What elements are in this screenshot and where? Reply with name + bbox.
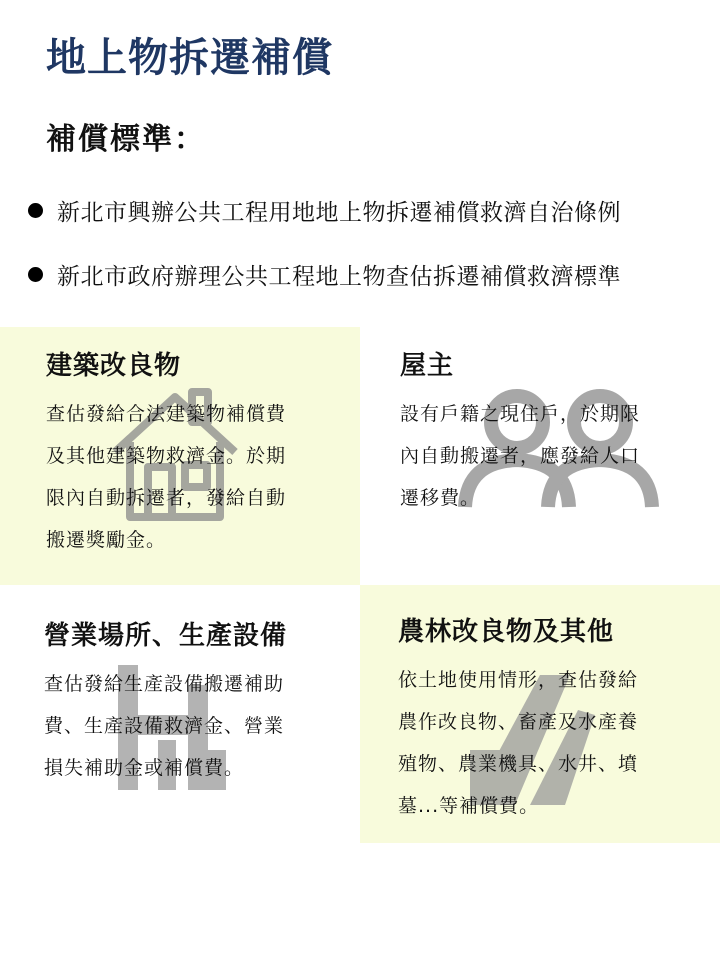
panel-heading: 營業場所、生產設備 bbox=[44, 621, 288, 651]
standards-list bbox=[28, 190, 621, 318]
description-line: 限內自動拆遷者，發給自動 bbox=[46, 487, 287, 509]
description-line: 損失補助金或補償費。 bbox=[44, 757, 245, 779]
standard-text: 新北市興辦公共工程用地地上物拆遷補償救濟自治條例 bbox=[57, 199, 621, 226]
description-line: 查估發給合法建築物補償費 bbox=[46, 403, 287, 425]
bullet-icon bbox=[28, 203, 43, 218]
description-line: 查估發給生產設備搬遷補助 bbox=[44, 673, 285, 695]
page-title: 地上物拆遷補償 bbox=[46, 35, 333, 81]
panel-building-improvements bbox=[0, 327, 360, 585]
list-item bbox=[28, 254, 621, 294]
panel-business-equipment bbox=[0, 585, 360, 843]
description-line: 搬遷獎勵金。 bbox=[46, 529, 167, 551]
description-line: 農作改良物、畜產及水產養 bbox=[398, 711, 639, 733]
panel-description bbox=[400, 393, 640, 519]
panel-agriculture bbox=[360, 585, 720, 843]
description-line: 費、生產設備救濟金、營業 bbox=[44, 715, 285, 737]
standard-text: 新北市政府辦理公共工程地上物查估拆遷補償救濟標準 bbox=[57, 263, 621, 290]
description-line: 依土地使用情形，查估發給 bbox=[398, 669, 639, 691]
description-line: 殖物、農業機具、水井、墳 bbox=[398, 753, 639, 775]
panel-description bbox=[46, 393, 286, 561]
description-line: 墓...等補償費。 bbox=[398, 795, 540, 817]
panel-description bbox=[44, 663, 284, 789]
bullet-icon bbox=[28, 267, 43, 282]
panel-description bbox=[398, 659, 638, 827]
description-line: 內自動搬遷者，應發給人口 bbox=[400, 445, 641, 467]
panel-heading: 建築改良物 bbox=[46, 351, 182, 381]
description-line: 及其他建築物救濟金。於期 bbox=[46, 445, 287, 467]
panel-heading: 屋主 bbox=[400, 351, 455, 381]
description-line: 設有戶籍之現住戶，於期限 bbox=[400, 403, 641, 425]
list-item bbox=[28, 190, 621, 230]
description-line: 遷移費。 bbox=[400, 487, 481, 509]
panel-homeowner bbox=[360, 327, 720, 585]
section-subtitle: 補償標準： bbox=[46, 122, 206, 157]
panel-heading: 農林改良物及其他 bbox=[398, 617, 615, 647]
